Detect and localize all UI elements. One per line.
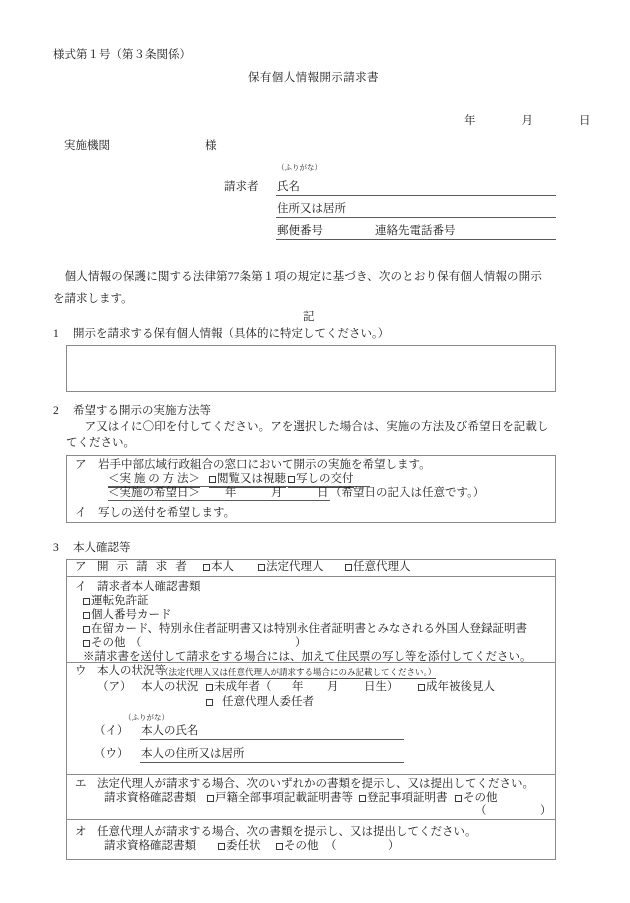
section2-date-label: ＜実施の希望日＞ — [108, 487, 200, 499]
row-d-choice-1-label: 戸籍全部事項記載証明書等 — [215, 792, 353, 804]
section3-row-d-choice-2[interactable] — [359, 793, 448, 805]
row-b-item-1-checkbox[interactable] — [83, 612, 90, 619]
row-e-choice-1-checkbox[interactable] — [218, 843, 225, 850]
section3-row-c-item-a-month[interactable]: 月 — [327, 681, 339, 693]
row-b-item-2-label: 在留カード、特別永住者証明書又は特別永住者証明書とみなされる外国人登録証明書 — [91, 623, 527, 635]
requester-contact-input[interactable] — [276, 239, 556, 240]
row-b-item-2-checkbox[interactable] — [83, 626, 90, 633]
section3-row-b-label: 請求者本人確認書類 — [97, 581, 201, 593]
section3-row-a-label: 開 示 請 求 者 — [97, 561, 190, 573]
section1-content-box[interactable] — [66, 345, 556, 392]
section3-row-c-item-a-choice-2[interactable] — [418, 682, 495, 694]
section3-row-e-doc-label: 請求資格確認書類 — [104, 840, 196, 852]
row-b-item-0-checkbox[interactable] — [83, 598, 90, 605]
requester-phone-label: 連絡先電話番号 — [375, 225, 456, 237]
row-b-other-label: その他 — [91, 637, 126, 649]
section2-instruction-line-2: てください。 — [66, 437, 135, 449]
section3-row-c-item-c-marker: （ウ） — [94, 748, 129, 760]
method-option-2-label: 写しの交付 — [296, 473, 354, 485]
section3-row-a-marker: ア — [75, 561, 87, 573]
requester-role-label: 請求者 — [224, 181, 259, 193]
row-a-choice-2-checkbox[interactable] — [258, 564, 265, 571]
section3-row-d-choice-1[interactable] — [207, 793, 353, 805]
section2-option-b-marker[interactable]: イ — [75, 507, 87, 519]
requester-address-label: 住所又は居所 — [277, 203, 346, 215]
section2-date-day[interactable]: 日 — [317, 487, 329, 499]
method-option-2-checkbox[interactable] — [288, 476, 295, 483]
row-a-choice-1-checkbox[interactable] — [203, 564, 210, 571]
row-c-choice-2-label: 成年被後見人 — [426, 681, 495, 693]
section3-row-e-paren-close: ） — [388, 840, 400, 852]
section2-option-a-text: 岩手中部広域行政組合の窓口において開示の実施を希望します。 — [98, 459, 431, 471]
section3-row-c-item-b-marker: （イ） — [94, 725, 129, 737]
section3-row-c-item-a-choice-1[interactable] — [206, 682, 272, 694]
section2-number: 2 — [53, 405, 59, 417]
section3-row-c-label: 本人の状況等 — [97, 665, 166, 677]
requester-name-input[interactable] — [276, 195, 556, 196]
row-d-choice-3-label: その他 — [463, 792, 498, 804]
row-d-choice-3-checkbox[interactable] — [455, 795, 462, 802]
row-b-item-0-label: 運転免許証 — [91, 595, 149, 607]
section3-row-e-text: 任意代理人が請求する場合、次の書類を提示し、又は提出してください。 — [97, 826, 477, 838]
section2-date-month[interactable]: 月 — [271, 487, 283, 499]
section1-heading: 開示を請求する保有個人情報（具体的に特定してください。） — [73, 328, 390, 340]
date-line: 年 月 日 — [464, 115, 591, 127]
section2-option-b-text: 写しの送付を希望します。 — [98, 507, 236, 519]
section3-number: 3 — [53, 542, 59, 554]
section2-option-a-marker[interactable]: ア — [75, 459, 87, 471]
section3-row-b-note: ※請求書を送付して請求をする場合には、加えて住民票の写し等を添付してください。 — [83, 651, 532, 663]
section3-row-e-marker: オ — [75, 826, 87, 838]
section3-divider-4 — [66, 819, 556, 820]
method-option-1-checkbox[interactable] — [209, 476, 216, 483]
section3-row-d-text: 法定代理人が請求する場合、次のいずれかの書類を提示し、又は提出してください。 — [97, 778, 534, 790]
section3-row-b-item-2[interactable] — [83, 624, 527, 636]
row-c-choice-3-label: 任意代理人委任者 — [222, 696, 314, 708]
preamble-line-1: 個人情報の保護に関する法律第77条第１項の規定に基づき、次のとおり保有個人情報の開示 — [53, 271, 542, 283]
addressee-label: 実施機関 — [64, 140, 110, 152]
section1-number: 1 — [53, 328, 59, 340]
row-c-choice-2-checkbox[interactable] — [418, 684, 425, 691]
section3-row-c-furigana-label: （ふりがな） — [124, 713, 169, 722]
section3-divider-1 — [66, 576, 556, 577]
section3-row-b-other-paren-open: （ — [130, 637, 142, 649]
section3-row-b-other[interactable] — [83, 638, 126, 650]
row-c-choice-1-checkbox[interactable] — [206, 684, 213, 691]
row-e-choice-2-label: その他 — [284, 840, 319, 852]
section2-date-year[interactable]: 年 — [225, 487, 237, 499]
requester-address-input[interactable] — [276, 217, 556, 218]
section3-row-b-marker: イ — [75, 581, 87, 593]
section2-method-label: ＜実 施 の 方 法＞ — [108, 474, 200, 488]
section3-row-d-doc-label: 請求資格確認書類 — [104, 792, 196, 804]
section3-row-e-paren-open: （ — [325, 840, 337, 852]
section3-row-c-marker: ウ — [75, 665, 87, 677]
section3-row-a-choice-1[interactable] — [203, 562, 234, 574]
row-e-choice-2-checkbox[interactable] — [276, 843, 283, 850]
requester-furigana-label: （ふりがな） — [277, 163, 322, 172]
section3-row-b-other-paren-close: ） — [295, 637, 307, 649]
section3-divider-3 — [66, 774, 556, 775]
section3-row-c-annotation: （法定代理人又は任意代理人が請求する場合にのみ記載してください。） — [160, 667, 437, 677]
addressee-honorific: 様 — [205, 140, 217, 152]
section3-row-d-choice-3[interactable] — [455, 793, 498, 805]
row-c-choice-1-label: 未成年者（ — [214, 681, 272, 693]
section3-row-a-choice-3[interactable] — [345, 562, 411, 574]
requester-name-label: 氏名 — [277, 181, 300, 193]
row-a-choice-3-checkbox[interactable] — [345, 564, 352, 571]
section3-row-d-paren-open: （ — [475, 805, 487, 817]
row-b-other-checkbox[interactable] — [83, 640, 90, 647]
form-number: 様式第１号（第３条関係） — [53, 49, 191, 61]
section3-row-d-paren-close: ） — [540, 805, 552, 817]
section3-row-b-item-0[interactable] — [83, 596, 149, 608]
preamble-line-2: を請求します。 — [53, 293, 133, 305]
section3-heading: 本人確認等 — [73, 542, 131, 554]
ki-marker: 記 — [303, 311, 315, 323]
section3-row-c-item-a-choice-3[interactable] — [206, 697, 314, 709]
row-a-choice-2-label: 法定代理人 — [266, 561, 324, 573]
section3-row-e-choice-2[interactable] — [276, 841, 319, 853]
section3-row-c-item-c-label: 本人の住所又は居所 — [141, 748, 245, 760]
page-title: 保有個人情報開示請求書 — [248, 72, 379, 84]
row-a-choice-1-label: 本人 — [211, 561, 234, 573]
method-option-1-label: 閲覧又は視聴 — [217, 473, 286, 485]
row-d-choice-2-checkbox[interactable] — [359, 795, 366, 802]
section3-row-a-choice-2[interactable] — [258, 562, 324, 574]
requester-postal-label: 郵便番号 — [277, 225, 323, 237]
section3-row-c-item-a-label: 本人の状況 — [141, 681, 199, 693]
section3-row-c-item-c-input[interactable] — [140, 762, 404, 763]
row-d-choice-2-label: 登記事項証明書 — [367, 792, 448, 804]
section3-row-e-choice-1[interactable] — [218, 841, 261, 853]
row-b-item-1-label: 個人番号カード — [91, 609, 172, 621]
section3-row-c-item-a-marker: （ア） — [97, 681, 132, 693]
section3-row-d-marker: エ — [75, 778, 87, 790]
row-d-choice-1-checkbox[interactable] — [207, 795, 214, 802]
section3-row-c-item-a-year[interactable]: 年 — [292, 681, 304, 693]
row-a-choice-3-label: 任意代理人 — [353, 561, 411, 573]
section3-row-c-item-a-day[interactable]: 日生） — [364, 681, 399, 693]
section2-heading: 希望する開示の実施方法等 — [73, 405, 211, 417]
section3-row-c-item-b-input[interactable] — [140, 739, 404, 740]
row-e-choice-1-label: 委任状 — [226, 840, 261, 852]
row-c-choice-3-checkbox[interactable] — [206, 699, 213, 706]
section2-date-note: （希望日の記入は任意です。） — [330, 487, 485, 499]
section3-row-c-item-b-label: 本人の氏名 — [141, 725, 199, 737]
section2-date-underline — [108, 500, 330, 501]
section2-instruction-line-1: ア又はイに〇印を付してください。アを選択した場合は、実施の方法及び希望日を記載し — [73, 421, 549, 433]
section3-row-b-item-1[interactable] — [83, 610, 172, 622]
